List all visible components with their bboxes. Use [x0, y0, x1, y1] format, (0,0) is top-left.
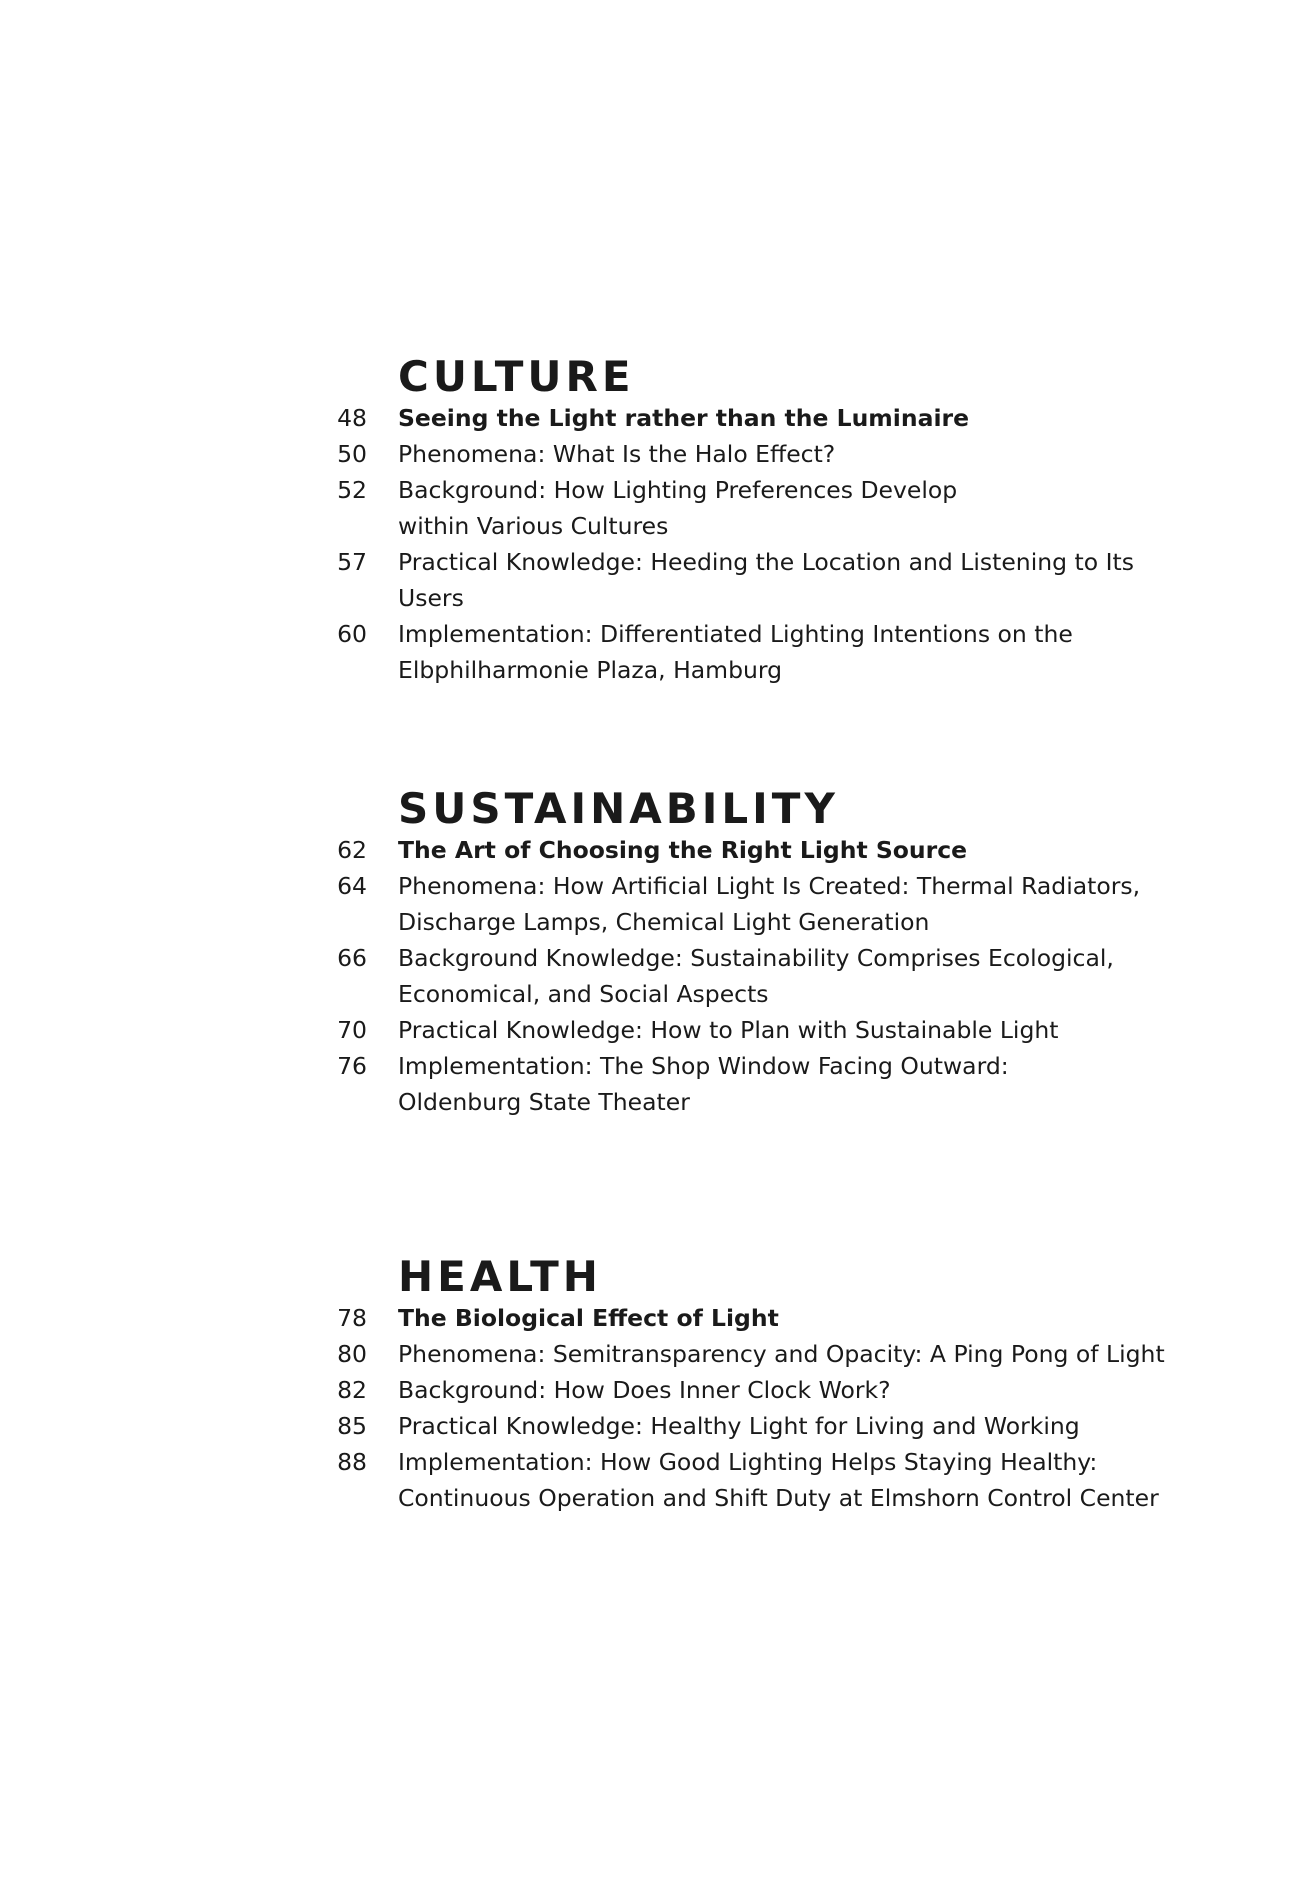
- toc-entries: [0, 1300, 1292, 1516]
- page-number: 70: [337, 1016, 367, 1044]
- entry-title: Implementation: Differentiated Lighting Intentions on the Elbphilharmonie Plaza, Hamburg: [398, 620, 1073, 684]
- page-number: 85: [337, 1412, 367, 1440]
- toc-entry[interactable]: [0, 1408, 1292, 1444]
- toc-entry[interactable]: [0, 1048, 1292, 1120]
- toc-entry[interactable]: [0, 616, 1292, 688]
- entry-title: Background: How Lighting Preferences Develop within Various Cultures: [398, 476, 958, 540]
- toc-entry[interactable]: [0, 940, 1292, 1012]
- entry-title: Implementation: How Good Lighting Helps Staying Healthy: Continuous Operation and Shift Duty at Elmshorn Control Center: [398, 1448, 1159, 1512]
- page-number: 66: [337, 944, 367, 972]
- page-number: 76: [337, 1052, 367, 1080]
- page-number: 52: [337, 476, 367, 504]
- entry-title: Practical Knowledge: Heeding the Location and Listening to Its Users: [398, 548, 1134, 612]
- page-number: 80: [337, 1340, 367, 1368]
- page-number: 64: [337, 872, 367, 900]
- toc-entries: [0, 832, 1292, 1120]
- entry-title: Background: How Does Inner Clock Work?: [398, 1376, 891, 1404]
- toc-entry[interactable]: [0, 1300, 1292, 1336]
- toc-entry[interactable]: [0, 400, 1292, 436]
- toc-entry[interactable]: [0, 544, 1292, 616]
- section-title: HEALTH: [398, 1252, 602, 1301]
- toc-entry[interactable]: [0, 832, 1292, 868]
- toc-entry[interactable]: [0, 1372, 1292, 1408]
- entry-title: Phenomena: How Artificial Light Is Created: Thermal Radiators, Discharge Lamps, Chemical Light Generation: [398, 872, 1141, 936]
- page-number: 50: [337, 440, 367, 468]
- toc-entry[interactable]: [0, 1012, 1292, 1048]
- page-number: 48: [337, 404, 367, 432]
- entry-title: Seeing the Light rather than the Luminaire: [398, 404, 970, 432]
- toc-entry[interactable]: [0, 1444, 1292, 1516]
- page-number: 78: [337, 1304, 367, 1332]
- entry-title: The Biological Effect of Light: [398, 1304, 779, 1332]
- page-number: 60: [337, 620, 367, 648]
- page-number: 62: [337, 836, 367, 864]
- section-title: CULTURE: [398, 352, 635, 401]
- page-number: 88: [337, 1448, 367, 1476]
- toc-entry[interactable]: [0, 868, 1292, 940]
- page-number: 57: [337, 548, 367, 576]
- entry-title: The Art of Choosing the Right Light Source: [398, 836, 968, 864]
- entry-title: Practical Knowledge: How to Plan with Sustainable Light: [398, 1016, 1059, 1044]
- entry-title: Practical Knowledge: Healthy Light for Living and Working: [398, 1412, 1080, 1440]
- toc-entry[interactable]: [0, 1336, 1292, 1372]
- entry-title: Implementation: The Shop Window Facing Outward: Oldenburg State Theater: [398, 1052, 1009, 1116]
- toc-entry[interactable]: [0, 472, 1292, 544]
- page-number: 82: [337, 1376, 367, 1404]
- entry-title: Phenomena: Semitransparency and Opacity: A Ping Pong of Light: [398, 1340, 1165, 1368]
- entry-title: Phenomena: What Is the Halo Effect?: [398, 440, 836, 468]
- toc-entries: [0, 400, 1292, 688]
- entry-title: Background Knowledge: Sustainability Comprises Ecological, Economical, and Social Aspects: [398, 944, 1114, 1008]
- toc-entry[interactable]: [0, 436, 1292, 472]
- section-title: SUSTAINABILITY: [398, 784, 839, 833]
